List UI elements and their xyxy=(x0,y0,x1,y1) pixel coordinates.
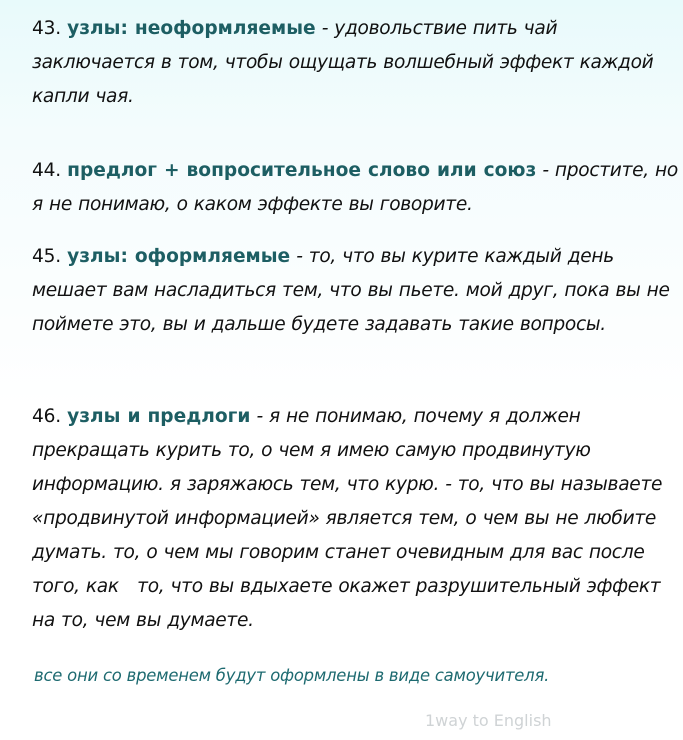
entry-text: - простите, но я не понимаю, о каком эффекте вы говорите. xyxy=(32,160,678,215)
entry-44 xyxy=(32,154,680,222)
entry-text: - я не понимаю, почему я должен прекращать курить то, о чем я имею самую продвинутую информацию. я заряжаюсь тем, что курю. - то, что вы называете «продвинутой информацией» является тем, о чем вы не любите думать. то, о чем мы говорим станет очевидным для вас после того, как то, что вы вдыхаете окажет разрушительный эффект на то, чем вы думаете. xyxy=(32,406,669,631)
entry-term: узлы: оформляемые xyxy=(67,246,291,267)
entry-number: 46. xyxy=(32,406,61,427)
footer-note: все они со временем будут оформлены в виде самоучителя. xyxy=(34,666,550,685)
entry-text: - то, что вы курите каждый день мешает вам насладиться тем, что вы пьете. мой друг, пока вы не поймете это, вы и дальше будете задавать такие вопросы. xyxy=(32,246,670,335)
entry-number: 43. xyxy=(32,18,61,39)
entry-term: узлы: неоформляемые xyxy=(67,18,316,39)
entry-term: узлы и предлоги xyxy=(67,406,251,427)
entry-45 xyxy=(32,240,672,342)
entry-number: 45. xyxy=(32,246,61,267)
entry-text: - удовольствие пить чай заключается в том, чтобы ощущать волшебный эффект каждой капли чая. xyxy=(32,18,654,107)
entry-46 xyxy=(32,400,672,638)
entry-43 xyxy=(32,12,672,114)
watermark: 1way to English xyxy=(425,711,552,730)
entry-number: 44. xyxy=(32,160,61,181)
entry-term: предлог + вопросительное слово или союз xyxy=(67,160,537,181)
